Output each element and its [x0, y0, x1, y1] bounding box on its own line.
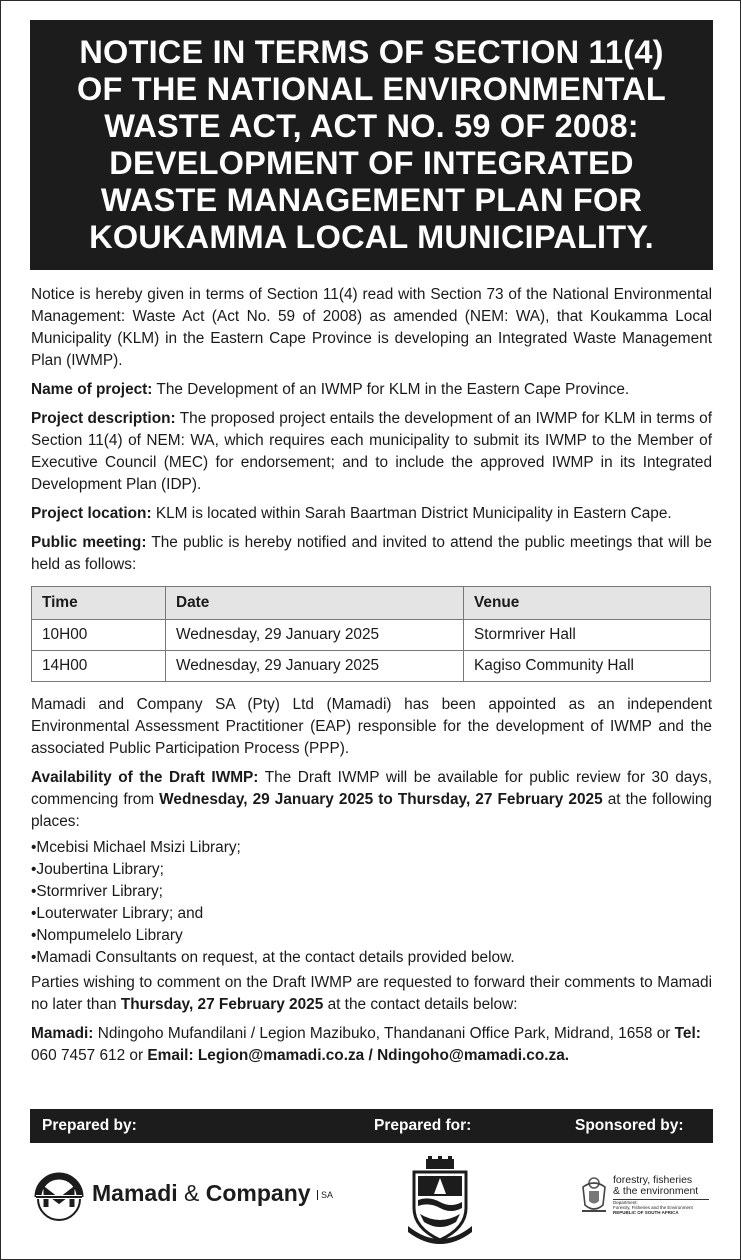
project-location: [31, 503, 712, 525]
availability-text-end: at the following places:: [31, 791, 712, 830]
project-location-text: KLM is located within Sarah Baartman District Municipality in Eastern Cape.: [151, 505, 672, 522]
tel-text: 060 7457 612 or: [31, 1047, 148, 1064]
notice-title: [30, 20, 713, 270]
list-item: • Mcebisi Michael Msizi Library;: [31, 837, 712, 859]
mamadi-mark-icon: [32, 1169, 86, 1221]
project-name: [31, 379, 712, 401]
title-line: WASTE ACT, ACT NO. 59 OF 2008:: [104, 108, 639, 144]
dffe-dept-label: Department:: [613, 1200, 638, 1205]
table-row: [32, 651, 711, 682]
project-name-text: The Development of an IWMP for KLM in the Eastern Cape Province.: [152, 381, 630, 398]
comment-text: Parties wishing to comment on the Draft IWMP are requested to forward their comments to Mamadi no later than: [31, 974, 712, 1013]
meeting-venue: Kagiso Community Hall: [464, 651, 711, 682]
dffe-country: REPUBLIC OF SOUTH AFRICA: [613, 1210, 679, 1215]
email-label: Email:: [147, 1047, 194, 1064]
dffe-logo: [579, 1175, 713, 1219]
notice-body: [31, 284, 712, 1074]
title-line: NOTICE IN TERMS OF SECTION 11(4): [79, 34, 664, 70]
meeting-time: 10H00: [32, 620, 166, 651]
mamadi-logo-company: Company: [205, 1180, 311, 1206]
mamadi-logo-amp: &: [184, 1180, 200, 1206]
sponsored-by-label: Sponsored by:: [575, 1117, 684, 1134]
list-item: • Louterwater Library; and: [31, 903, 712, 925]
eap-paragraph: Mamadi and Company SA (Pty) Ltd (Mamadi) has been appointed as an independent Environmental Assessment Practitioner (EAP) responsible for the development of IWMP and the associated Public Participation Process (PPP).: [31, 696, 712, 757]
mamadi-logo-sa: SA: [317, 1190, 333, 1200]
intro-paragraph: Notice is hereby given in terms of Section 11(4) read with Section 73 of the National Environmental Management: Waste Act (Act No. 59 of 2008) as amended (NEM: WA), that Koukamma Local Municipality (KLM) in the Eastern Cape Province is developing an Integrated Waste Management Plan (IWMP).: [31, 286, 712, 369]
table-row: [32, 620, 711, 651]
availability-text: The Draft IWMP will be available for public review for 30 days, commencing from: [31, 769, 712, 808]
project-description-text: The proposed project entails the development of an IWMP for KLM in terms of Section 11(4) of NEM: WA, which requires each municipality to submit its IWMP to the Member of Executive Council (MEC) for endorsement; and to include the approved IWMP in its Integrated Development Plan (IDP).: [31, 410, 713, 493]
comment-text-end: at the contact details below:: [323, 996, 518, 1013]
meeting-time: 14H00: [32, 651, 166, 682]
comment-deadline: Thursday, 27 February 2025: [120, 996, 324, 1013]
contact-paragraph: [31, 1023, 712, 1067]
public-meeting-text: The public is hereby notified and invited to attend the public meetings that will be held as follows:: [31, 534, 712, 573]
availability-dates: Wednesday, 29 January 2025 to Thursday, 27 February 2025: [159, 791, 603, 808]
meetings-table: [31, 586, 711, 682]
project-location-label: Project location:: [31, 505, 152, 522]
tel-label: Tel:: [674, 1025, 701, 1042]
list-item: • Stormriver Library;: [31, 881, 712, 903]
project-description-label: Project description:: [31, 410, 176, 427]
dffe-line2: & the environment: [613, 1185, 699, 1197]
list-item: • Nompumelelo Library: [31, 925, 712, 947]
mamadi-logo-name: Mamadi: [92, 1180, 178, 1206]
comment-paragraph: [31, 972, 712, 1016]
project-name-label: Name of project:: [31, 381, 153, 398]
logos-row: [30, 1151, 713, 1251]
table-header-time: Time: [32, 587, 166, 620]
prepared-by-label: Prepared by:: [42, 1117, 137, 1134]
koukamma-crest-icon: [404, 1156, 476, 1248]
contact-text: Ndingoho Mufandilani / Legion Mazibuko, Thandanani Office Park, Midrand, 1658 or: [93, 1025, 675, 1042]
title-line: DEVELOPMENT OF INTEGRATED: [109, 145, 634, 181]
project-description: [31, 408, 712, 496]
meeting-venue: Stormriver Hall: [464, 620, 711, 651]
dffe-line1: forestry, fisheries: [613, 1174, 693, 1186]
email-addresses: Legion@mamadi.co.za / Ndingoho@mamadi.co.za.: [193, 1047, 570, 1064]
availability-paragraph: [31, 767, 712, 833]
title-line: KOUKAMMA LOCAL MUNICIPALITY.: [89, 219, 654, 255]
contact-label: Mamadi:: [31, 1025, 94, 1042]
table-header-venue: Venue: [464, 587, 711, 620]
table-header-date: Date: [166, 587, 464, 620]
dffe-dept-name: Forestry, Fisheries and the Environment: [613, 1205, 693, 1210]
table-header-row: [32, 587, 711, 620]
review-places-list: [31, 837, 712, 969]
prepared-for-label: Prepared for:: [374, 1117, 472, 1134]
footer-bar: [30, 1109, 713, 1143]
list-item: • Joubertina Library;: [31, 859, 712, 881]
mamadi-logo: [32, 1169, 332, 1223]
availability-label: Availability of the Draft IWMP:: [31, 769, 259, 786]
title-line: WASTE MANAGEMENT PLAN FOR: [100, 182, 643, 218]
list-item: • Mamadi Consultants on request, at the contact details provided below.: [31, 947, 712, 969]
coat-of-arms-icon: [579, 1175, 609, 1215]
public-meeting-label: Public meeting:: [31, 534, 147, 551]
title-line: OF THE NATIONAL ENVIRONMENTAL: [77, 71, 666, 107]
meeting-date: Wednesday, 29 January 2025: [166, 651, 464, 682]
meeting-date: Wednesday, 29 January 2025: [166, 620, 464, 651]
public-meeting: [31, 532, 712, 576]
